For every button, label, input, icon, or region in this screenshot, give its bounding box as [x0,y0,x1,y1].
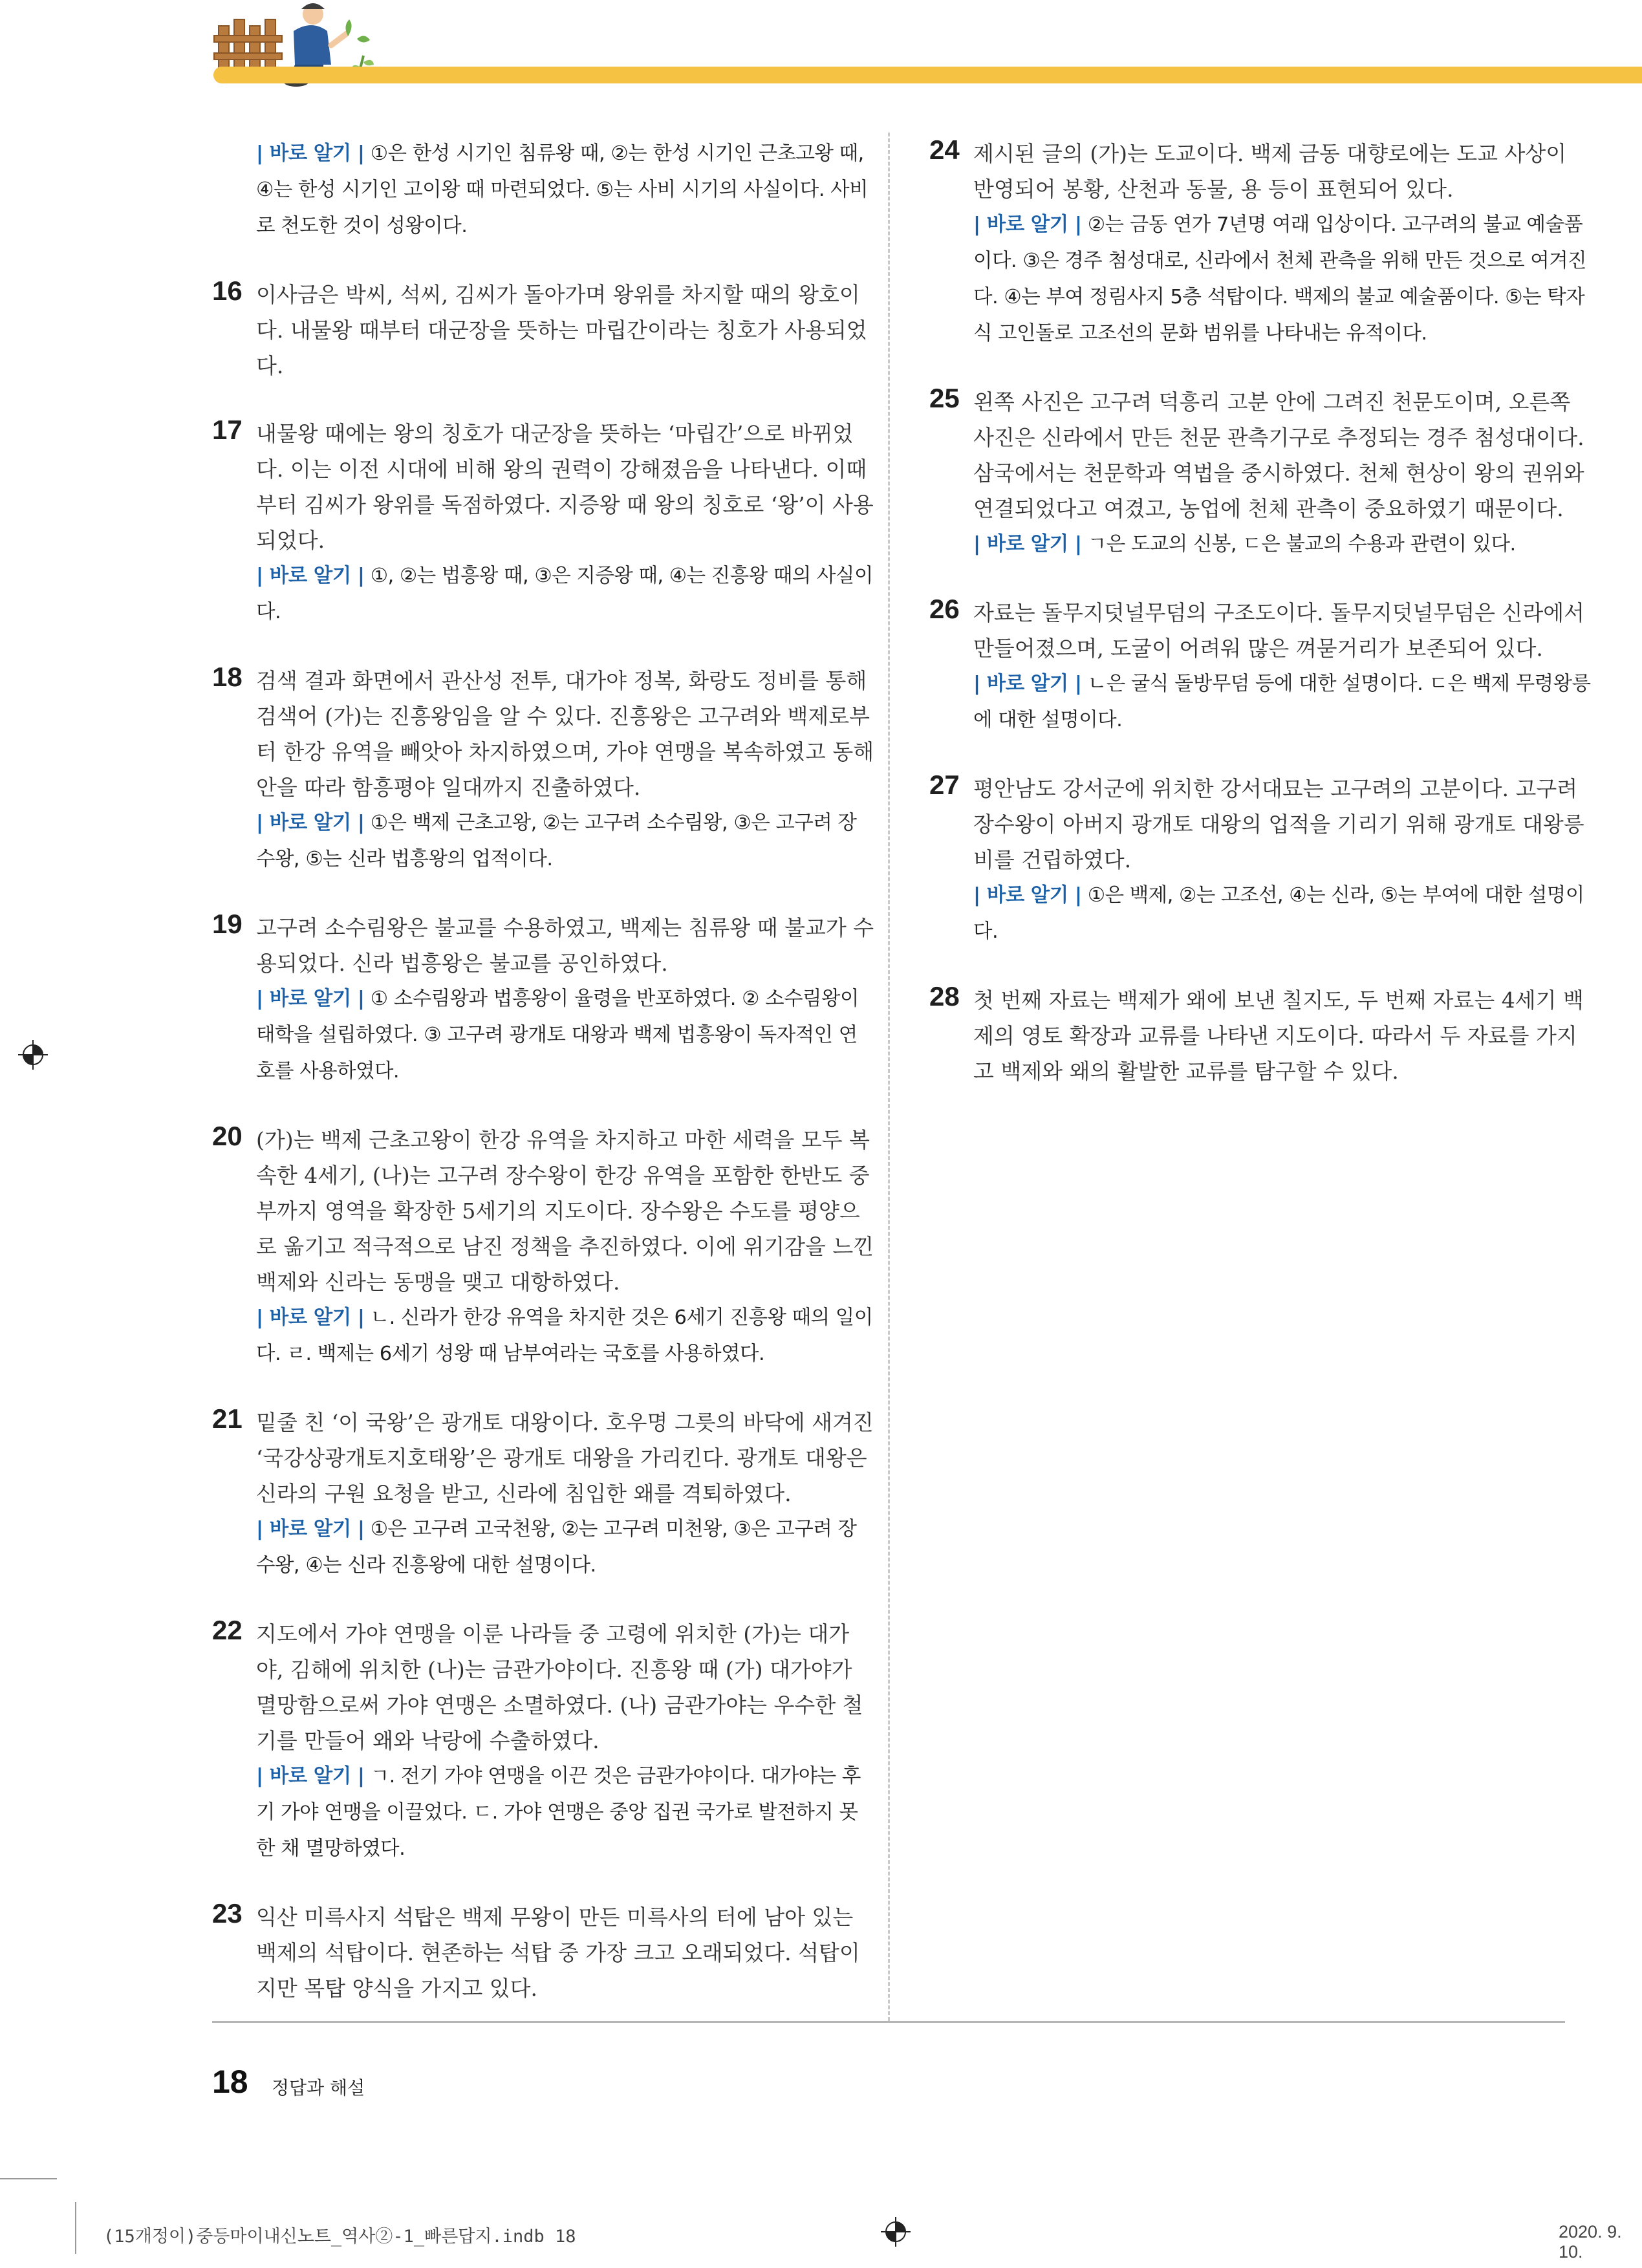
column-divider [888,133,890,2021]
note-text: ①은 백제 근초고왕, ②는 고구려 소수림왕, ③은 고구려 장수왕, ⑤는 신라 법흥왕의 업적이다. [256,812,857,870]
answer-note [256,981,875,1090]
answer-text: 익산 미륵사지 석탑은 백제 무왕이 만든 미륵사의 터에 남아 있는 백제의 석탑이다. 현존하는 석탑 중 가장 크고 오래되었다. 석탑이지만 목탑 양식을 가지고 있다. [256,1905,860,2001]
answer-item-22 [212,1616,875,1867]
answer-text: 내물왕 때에는 왕의 칭호가 대군장을 뜻하는 ‘마립간’으로 바뀌었다. 이는 이전 시대에 비해 왕의 권력이 강해졌음을 나타낸다. 이때부터 김씨가 왕위를 독점하였다. 지증왕 때 왕의 칭호로 ‘왕’이 사용되었다. [256,421,874,553]
note-tag: | 바로 알기 | [973,533,1082,556]
print-date: 2020. 9. 10. [1559,2222,1622,2262]
print-file-name: (15개정이)중등마이내신노트_역사②-1_빠른답지.indb 18 [103,2227,576,2247]
registration-mark-icon [881,2217,911,2247]
answer-note [973,666,1592,739]
note-text: ②는 금동 연가 7년명 여래 입상이다. 고구려의 불교 예술품이다. ③은 경주 첨성대로, 신라에서 천체 관측을 위해 만든 것으로 여겨진다. ④는 부여 정림사지 5층 석탑이다. 백제의 불교 예술품이다. ⑤는 탁자식 고인돌로 고조선의 문화 범위를 나타내는 유적이다. [973,213,1587,345]
note-text: ㄴ. 신라가 한강 유역을 차지한 것은 6세기 진흥왕 때의 일이다. ㄹ. 백제는 6세기 성왕 때 남부여라는 국호를 사용하였다. [256,1306,873,1365]
registration-mark-icon [18,1040,48,1070]
note-tag: | 바로 알기 | [256,988,365,1010]
answer-item-17 [212,416,875,631]
answer-item-26 [929,595,1592,739]
answer-text: 검색 결과 화면에서 관산성 전투, 대가야 정복, 화랑도 정비를 통해 검색어 (가)는 진흥왕임을 알 수 있다. 진흥왕은 고구려와 백제로부터 한강 유역을 빼앗아 차지하였으며, 가야 연맹을 복속하였고 동해안을 따라 함흥평야 일대까지 진출하였다. [256,668,874,800]
answer-item-16 [212,277,875,383]
answer-text: 평안남도 강서군에 위치한 강서대묘는 고구려의 고분이다. 고구려 장수왕이 아버지 광개토 대왕의 업적을 기리기 위해 광개토 대왕릉비를 건립하였다. [973,776,1584,872]
question-number: 24 [929,135,960,165]
answer-item-25 [929,384,1592,563]
note-text: ①은 한성 시기인 침류왕 때, ②는 한성 시기인 근초고왕 때, ④는 한성 시기인 고이왕 때 마련되었다. ⑤는 사비 시기의 사실이다. 사비로 천도한 것이 성왕이다. [256,142,869,237]
answer-text: 왼쪽 사진은 고구려 덕흥리 고분 안에 그려진 천문도이며, 오른쪽 사진은 신라에서 만든 천문 관측기구로 추정되는 경주 첨성대이다. 삼국에서는 천문학과 역법을 중시하였다. 천체 현상이 왕의 권위와 연결되었다고 여겼고, 농업에 천체 관측이 중요하였기 때문이다. [973,389,1584,521]
note-tag: | 바로 알기 | [973,884,1082,907]
answer-note [256,1300,875,1372]
answer-item-15-continued [212,136,875,244]
answer-item-21 [212,1405,875,1584]
answer-item-28 [929,982,1592,1089]
answer-item-23 [212,1899,875,2006]
question-number: 16 [212,275,243,306]
answer-text: 지도에서 가야 연맹을 이룬 나라들 중 고령에 위치한 (가)는 대가야, 김해에 위치한 (나)는 금관가야이다. 진흥왕 때 (가) 대가야가 멸망함으로써 가야 연맹은 소멸하였다. (나) 금관가야는 우수한 철기를 만들어 왜와 낙랑에 수출하였다. [256,1621,863,1753]
answer-text: 밑줄 친 ‘이 국왕’은 광개토 대왕이다. 호우명 그릇의 바닥에 새겨진 ‘국강상광개토지호태왕’은 광개토 대왕을 가리킨다. 광개토 대왕은 신라의 구원 요청을 받고, 신라에 침입한 왜를 격퇴하였다. [256,1410,874,1506]
answer-note [256,1758,875,1867]
note-text: ㄱ은 도교의 신봉, ㄷ은 불교의 수용과 관련이 있다. [1087,533,1516,556]
answer-note [256,136,875,244]
answer-note [256,1511,875,1584]
crop-mark [75,2202,76,2254]
note-tag: | 바로 알기 | [256,1765,365,1787]
right-column [929,136,1592,1121]
answer-item-27 [929,771,1592,950]
answer-text: 자료는 돌무지덧널무덤의 구조도이다. 돌무지덧널무덤은 신라에서 만들어졌으며, 도굴이 어려워 많은 껴묻거리가 보존되어 있다. [973,600,1585,661]
footer-rule [212,2021,1565,2023]
left-column [212,136,875,2038]
question-number: 21 [212,1403,243,1434]
answer-item-20 [212,1122,875,1372]
note-tag: | 바로 알기 | [256,142,365,165]
question-number: 20 [212,1121,243,1151]
answer-note [973,526,1592,563]
question-number: 26 [929,594,960,624]
note-text: ①, ②는 법흥왕 때, ③은 지증왕 때, ④는 진흥왕 때의 사실이다. [256,565,873,623]
answer-item-18 [212,663,875,878]
answer-note [973,207,1592,352]
question-number: 25 [929,383,960,413]
question-number: 28 [929,981,960,1011]
note-tag: | 바로 알기 | [256,812,365,834]
question-number: 22 [212,1615,243,1645]
note-tag: | 바로 알기 | [256,565,365,587]
note-tag: | 바로 알기 | [973,213,1082,236]
note-text: ①은 고구려 고국천왕, ②는 고구려 미천왕, ③은 고구려 장수왕, ④는 신라 진흥왕에 대한 설명이다. [256,1518,857,1577]
answer-note [256,558,875,631]
answer-item-24 [929,136,1592,352]
answer-text: 첫 번째 자료는 백제가 왜에 보낸 칠지도, 두 번째 자료는 4세기 백제의 영토 확장과 교류를 나타낸 지도이다. 따라서 두 자료를 가지고 백제와 왜의 활발한 교류를 탐구할 수 있다. [973,988,1584,1084]
page-number: 18 [212,2064,248,2100]
note-text: ㄴ은 굴식 돌방무덤 등에 대한 설명이다. ㄷ은 백제 무령왕릉에 대한 설명이다. [973,673,1591,731]
question-number: 27 [929,770,960,800]
page-label: 정답과 해설 [272,2077,365,2099]
note-tag: | 바로 알기 | [973,673,1082,695]
note-text: ① 소수림왕과 법흥왕이 율령을 반포하였다. ② 소수림왕이 태학을 설립하였다. ③ 고구려 광개토 대왕과 백제 법흥왕이 독자적인 연호를 사용하였다. [256,988,859,1083]
note-tag: | 바로 알기 | [256,1306,365,1329]
question-number: 19 [212,909,243,939]
answer-item-19 [212,910,875,1090]
question-number: 18 [212,662,243,692]
answer-text: 제시된 글의 (가)는 도교이다. 백제 금동 대향로에는 도교 사상이 반영되어 봉황, 산천과 동물, 용 등이 표현되어 있다. [973,141,1567,202]
note-text: ㄱ. 전기 가야 연맹을 이끈 것은 금관가야이다. 대가야는 후기 가야 연맹을 이끌었다. ㄷ. 가야 연맹은 중앙 집권 국가로 발전하지 못한 채 멸망하였다. [256,1765,861,1860]
answer-text: 고구려 소수림왕은 불교를 수용하였고, 백제는 침류왕 때 불교가 수용되었다. 신라 법흥왕은 불교를 공인하였다. [256,915,874,976]
crop-mark [0,2178,57,2179]
answer-note [256,805,875,878]
note-tag: | 바로 알기 | [256,1518,365,1540]
header-accent-bar [213,67,1642,83]
note-text: ①은 백제, ②는 고조선, ④는 신라, ⑤는 부여에 대한 설명이다. [973,884,1584,943]
answer-note [973,878,1592,950]
question-number: 23 [212,1898,243,1928]
answer-text: 이사금은 박씨, 석씨, 김씨가 돌아가며 왕위를 차지할 때의 왕호이다. 내물왕 때부터 대군장을 뜻하는 마립간이라는 칭호가 사용되었다. [256,282,867,378]
question-number: 17 [212,415,243,445]
answer-text: (가)는 백제 근초고왕이 한강 유역을 차지하고 마한 세력을 모두 복속한 4세기, (나)는 고구려 장수왕이 한강 유역을 포함한 한반도 중부까지 영역을 확장한 5세기의 지도이다. 장수왕은 수도를 평양으로 옮기고 적극적으로 남진 정책을 추진하였다. 이에 위기감을 느낀 백제와 신라는 동맹을 맺고 대항하였다. [256,1127,874,1295]
